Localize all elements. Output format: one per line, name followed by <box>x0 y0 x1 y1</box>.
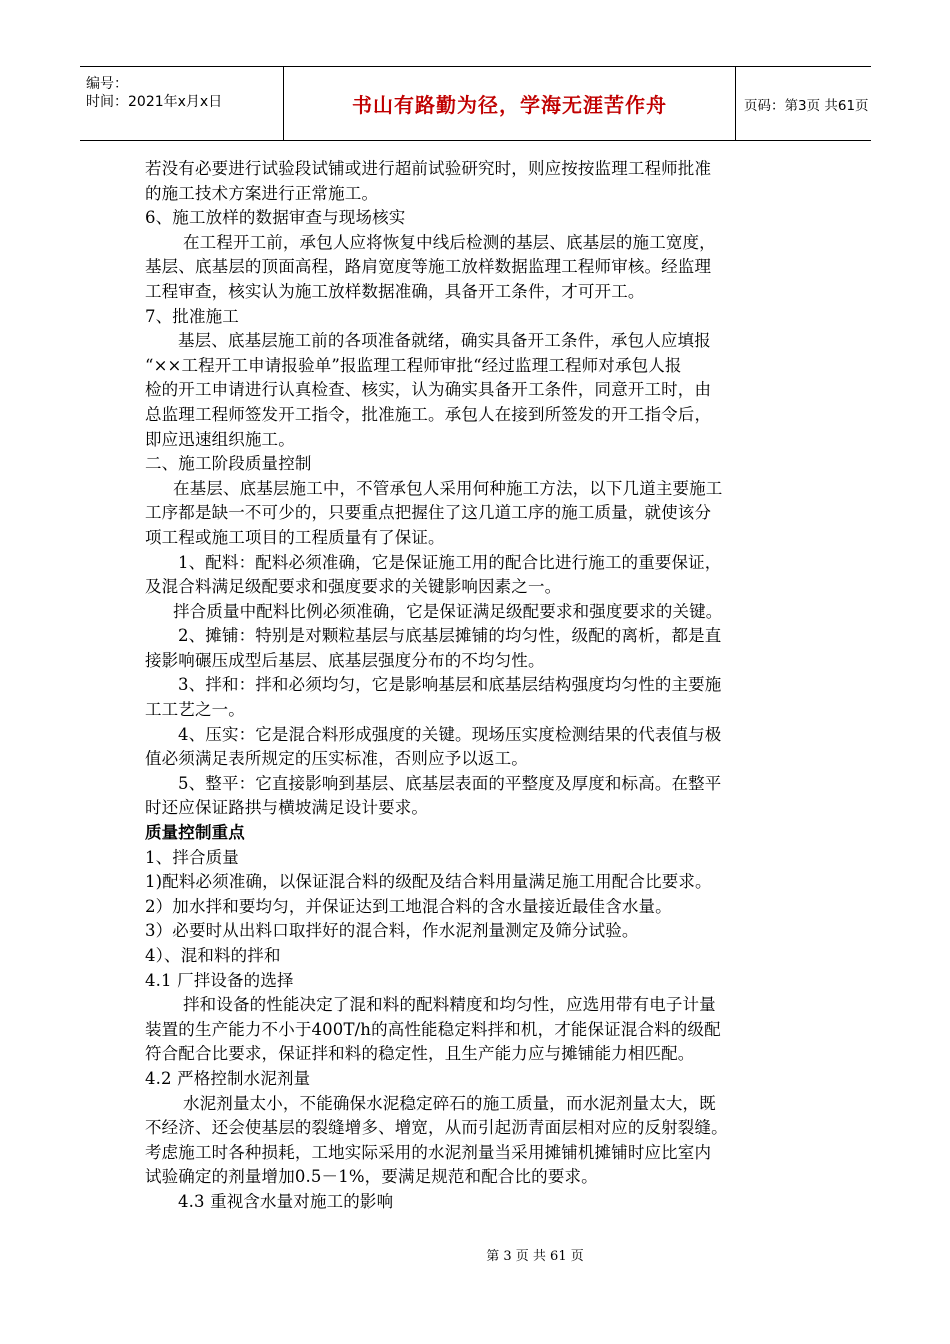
text-line: 在工程开工前，承包人应将恢复中线后检测的基层、底基层的施工宽度， <box>183 232 716 252</box>
text-line: 6、施工放样的数据审查与现场核实 <box>145 208 406 228</box>
text-line: 基层、底基层的顶面高程，路肩宽度等施工放样数据监理工程师审核。经监理 <box>145 257 712 277</box>
text-line: 项工程或施工项目的工程质量有了保证。 <box>145 527 445 547</box>
text-line: 总监理工程师签发开工指令，批准施工。承包人在接到所签发的开工指令后， <box>145 404 712 424</box>
text-line: 7、批准施工 <box>145 306 239 326</box>
text-line: 的施工技术方案进行正常施工。 <box>145 183 379 203</box>
text-line: 工工艺之一。 <box>145 700 245 720</box>
motto-text: 书山有路勤为径，学海无涯苦作舟 <box>352 93 667 117</box>
text-line: 1、配料：配料必须准确，它是保证施工用的配合比进行施工的重要保证， <box>178 552 722 572</box>
text-line: 1)配料必须准确，以保证混合料的级配及结合料用量满足施工用配合比要求。 <box>145 872 712 892</box>
text-line: 4）、混和料的拌和 <box>145 946 281 965</box>
text-line: 水泥剂量太小，不能确保水泥稳定碎石的施工质量，而水泥剂量太大，既 <box>183 1093 716 1113</box>
text-line: 不经济、还会使基层的裂缝增多、增宽，从而引起沥青面层相对应的反射裂缝。 <box>145 1118 728 1138</box>
text-line: 二、施工阶段质量控制 <box>145 454 312 474</box>
header-page-info: 页码：第3页 共61页 <box>744 97 869 114</box>
header-motto-cell <box>284 67 736 140</box>
text-line: 4、压实：它是混合料形成强度的关键。现场压实度检测结果的代表值与极 <box>178 724 722 744</box>
text-line: “××工程开工申请报验单”报监理工程师审批“经过监理工程师对承包人报 <box>145 355 682 375</box>
text-line: 4.3 重视含水量对施工的影响 <box>178 1191 394 1211</box>
text-line: 拌合质量中配料比例必须准确，它是保证满足级配要求和强度要求的关键。 <box>173 601 723 621</box>
text-line: 3）必要时从出料口取拌好的混合料，作水泥剂量测定及筛分试验。 <box>145 921 639 941</box>
page-footer <box>0 1245 950 1264</box>
text-line: 工序都是缺一不可少的，只要重点把握住了这几道工序的施工质量，就使该分 <box>145 503 712 523</box>
text-line: 基层、底基层施工前的各项准备就绪，确实具备开工条件，承包人应填报 <box>178 331 711 351</box>
text-line: 2、摊铺：特别是对颗粒基层与底基层摊铺的均匀性，级配的离析，都是直 <box>178 626 722 646</box>
text-line: 4.2 严格控制水泥剂量 <box>145 1068 311 1088</box>
text-line: 值必须满足表所规定的压实标准，否则应予以返工。 <box>145 749 528 769</box>
text-line: 在基层、底基层施工中，不管承包人采用何种施工方法，以下几道主要施工 <box>173 478 723 498</box>
text-line: 检的开工申请进行认真检查、核实，认为确实具备开工条件，同意开工时，由 <box>145 380 712 400</box>
footer-page-number: 第 3 页 共 61 页 <box>486 1249 584 1264</box>
text-line: 4.1 厂拌设备的选择 <box>145 970 294 990</box>
document-number-label: 编号： <box>86 76 128 92</box>
text-line: 即应迅速组织施工。 <box>145 429 295 449</box>
text-line: 装置的生产能力不小于400T/h的高性能稳定料拌和机，才能保证混合料的级配 <box>145 1019 721 1039</box>
document-date: 时间：2021年x月x日 <box>86 94 223 110</box>
header-meta-cell <box>80 67 284 140</box>
text-line: 拌和设备的性能决定了混和料的配料精度和均匀性，应选用带有电子计量 <box>183 995 716 1015</box>
text-line: 及混合料满足级配要求和强度要求的关键影响因素之一。 <box>145 577 562 597</box>
text-line: 接影响碾压成型后基层、底基层强度分布的不均匀性。 <box>145 650 545 670</box>
text-line: 1、拌合质量 <box>145 847 239 867</box>
text-line: 符合配合比要求，保证拌和料的稳定性，且生产能力应与摊铺能力相匹配。 <box>145 1044 695 1064</box>
section-heading: 质量控制重点 <box>145 823 245 843</box>
text-line: 5、整平：它直接影响到基层、底基层表面的平整度及厚度和标高。在整平 <box>178 773 722 793</box>
text-line: 试验确定的剂量增加0.5－1%，要满足规范和配合比的要求。 <box>145 1167 598 1187</box>
text-line: 若没有必要进行试验段试铺或进行超前试验研究时，则应按按监理工程师批准 <box>145 159 712 178</box>
text-line: 工程审查，核实认为施工放样数据准确，具备开工条件，才可开工。 <box>145 281 645 301</box>
text-line: 时还应保证路拱与横坡满足设计要求。 <box>145 798 429 818</box>
text-line: 3、拌和：拌和必须均匀，它是影响基层和底基层结构强度均匀性的主要施 <box>178 675 722 695</box>
text-line: 考虑施工时各种损耗，工地实际采用的水泥剂量当采用摊铺机摊铺时应比室内 <box>145 1142 712 1162</box>
header-table <box>80 66 871 141</box>
document-body <box>145 157 810 1215</box>
text-line: 2）加水拌和要均匀，并保证达到工地混合料的含水量接近最佳含水量。 <box>145 896 672 916</box>
